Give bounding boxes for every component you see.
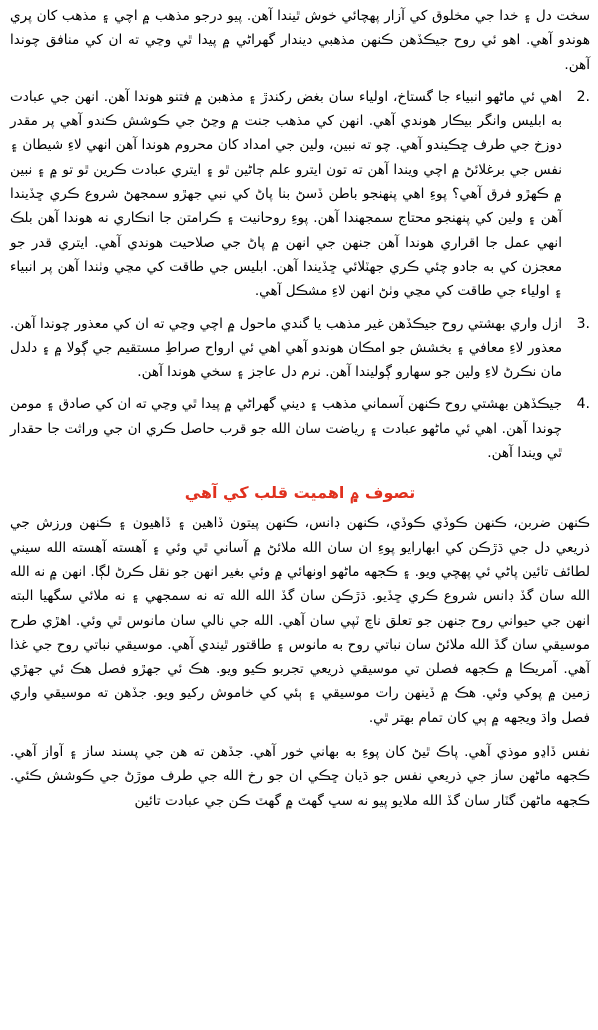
- item-text: اهي ئي ماڻهو انبياء جا گستاخ، اولياء سان بغض رکندڙ ۽ مذهبن ۾ فتنو هوندا آهن. انهن جي عبادت به ابليس وانگر بيڪار هوندي آهي. انهن کي مذهب جنت ۾ وڃڻ جي ڪوشش ڪندو آهي پر مقدر دوزخ جي طرف ڇڪيندو آهي. چو ته نبين، ولين جي امداد کان محروم هوندا آهن انهي لاءِ شيطان ۽ نفس جي برغلائڻ ۾ اچي ويندا آهن ته تون ايترو علم ڄاڻين ٿو ۽ ايتري عبادت ڪرين ٿو تو ۾ ۽ نبين ۾ ڪهڙو فرق آهي؟ پوءِ اهي پنهنجو باطن ڏسڻ بنا پاڻ کي نبي جهڙو سمجهڻ شروع ڪري ڇڏيندا آهن ۽ ولين کي پنهنجو محتاج سمجهندا آهن. پوءِ روحانيت ۽ ڪرامتن جا انڪاري نه هوندا آهن بلڪ انهي عمل جا اقراري هوندا آهن جنهن جي انهن ۾ پاڻ جي صلاحيت هوندي آهي. ايتري قدر جو معجزن کي به جادو چئي ڪري جهٽلائي ڇڏيندا آهن. ابليس جي طاقت کي مڃي وٺندا آهن پر انبياء ۽ اولياء جي طاقت کي مڃي وٺڻ انهن لاءِ مشڪل آهي.: [10, 88, 562, 300]
- last-paragraph: نفس ڏاڍو موذي آهي. پاڪ ٿيڻ کان پوءِ به بهاني خور آهي. جڏهن ته هن جي پسند ساز ۽ آواز آهي. ڪجهه ماڻهن ساز جي ذريعي نفس جو ڌيان ڇڪي ان جو رخ الله جي طرف موڙڻ جي ڪوشش ڪئي. ڪجهه ماڻهن گٽار سان گڏ الله ملايو پيو نه سڀ گهٽ ۾ گهٽ ڪن جي عبادت تائين: [10, 744, 590, 809]
- section-paragraph: ڪنهن ضربن، ڪنهن ڪوڏي ڪوڏي، ڪنهن ڊانس، ڪنهن پيتون ڏاهين ۽ ڏاهيون ۽ ڪنهن ورزش جي ذريعي دل جي ڌڙڪن کي ابهارايو پوءِ ان سان الله ملائڻ ۾ آساني ٿي وئي ۽ آهسته آهسته الله سيني لطائف تائين پاڻي ئي پهچي ويو. ۽ ڪجهه ماڻهو اونهائي ۾ وئي بغير انهن جو نقل ڪرڻ لڳا. انهن ۾ نه الله الله سان گڏ ڊانس شروع ڪري ڇڏيو. ڌڙڪن سان گڏ الله الله ته نه سمجهي ۽ نه ملائي سگهيا البته انهن جي حيواني روح جنهن جو تعلق ناچ ٽپي سان آهي. الله جي نالي سان مانوس ٿي وئي. اهڙي طرح موسيقي سان گڏ الله ملائڻ سان نباتي روح به مانوس ۽ طاقتور ٿيندي آهي. موسيقي نباتي روح جي غذا آهي. آمريڪا ۾ ڪجهه فصلن تي موسيقي ذريعي تجربو ڪيو ويو. هڪ ئي جهڙو فصل هڪ ئي جهڙي زمين ۾ پوکي وئي. هڪ ۾ ڏينهن رات موسيقي ۽ ٻئي کي خاموش رکيو ويو. جڏهن ته موسيقي واري فصل واڌ ويجهه ۾ ٻي کان تمام بهتر ٿي.: [10, 515, 590, 726]
- item-number: 4.: [576, 396, 590, 413]
- intro-paragraph: سخت دل ۽ خدا جي مخلوق کي آزار پهچائي خوش ٿيندا آهن. پيو درجو مذهب ۾ اچي ۽ مذهب کان پري هوندو آهي. اهو ئي روح جيڪڏهن ڪنهن مذهبي ديندار گهراڻي ۾ پيدا ٿي وڃي ته ان کي منافق چوندا آهن.: [10, 8, 590, 73]
- item-number: 2.: [576, 88, 590, 105]
- list-item: [10, 85, 590, 304]
- list-item: [10, 312, 590, 385]
- section-heading: تصوف ۾ اهميت قلب کي آهي: [184, 483, 416, 503]
- item-number: 3.: [576, 315, 590, 332]
- item-text: جيڪڏهن بهشتي روح ڪنهن آسماني مذهب ۽ ديني گهراڻي ۾ پيدا ٿي وڃي ته ان کي صادق ۽ مومن چوندا آهن. اهي ئي ماڻهو عبادت ۽ رياضت سان الله جو قرب حاصل ڪري ان جي وراثت جا حقدار ٿي ويندا آهن.: [10, 396, 562, 462]
- item-text: ازل واري بهشتي روح جيڪڏهن غير مذهب يا گندي ماحول ۾ اچي وڃي ته ان کي معذور چوندا آهن. معذور لاءِ معافي ۽ بخشش جو امڪان هوندو آهي اهي ئي ارواح صراطِ مستقيم جي ڳولا ۾ ۽ دلدل مان نڪرڻ لاءِ ولين جو سهارو ڳوليندا آهن. نرم دل عاجز ۽ سخي هوندا آهن.: [10, 315, 562, 381]
- list-item: [10, 392, 590, 465]
